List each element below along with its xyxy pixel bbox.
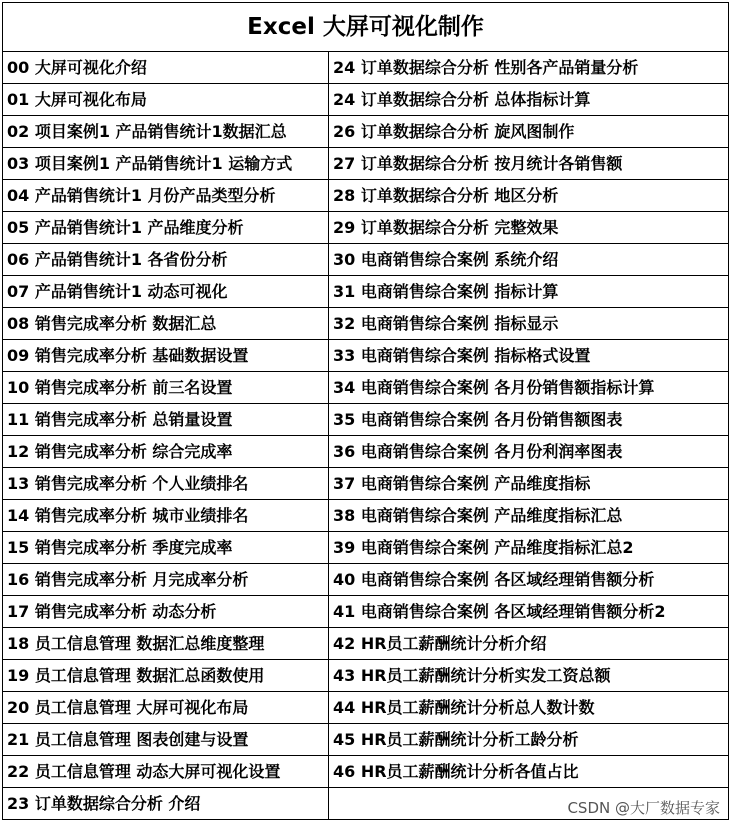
left-lesson-cell: 16 销售完成率分析 月完成率分析: [3, 564, 329, 596]
right-lesson-cell: 28 订单数据综合分析 地区分析: [329, 180, 729, 212]
left-lesson-cell: 01 大屏可视化布局: [3, 84, 329, 116]
table-body: [3, 3, 729, 820]
left-lesson-cell: 22 员工信息管理 动态大屏可视化设置: [3, 756, 329, 788]
right-lesson-cell: 42 HR员工薪酬统计分析介绍: [329, 628, 729, 660]
table-row: [3, 628, 729, 660]
right-lesson-cell: 38 电商销售综合案例 产品维度指标汇总: [329, 500, 729, 532]
table-row: [3, 180, 729, 212]
left-lesson-cell: 04 产品销售统计1 月份产品类型分析: [3, 180, 329, 212]
right-lesson-cell: 40 电商销售综合案例 各区域经理销售额分析: [329, 564, 729, 596]
left-lesson-cell: 00 大屏可视化介绍: [3, 52, 329, 84]
table-row: [3, 468, 729, 500]
left-lesson-cell: 07 产品销售统计1 动态可视化: [3, 276, 329, 308]
course-index-table: [2, 2, 729, 820]
left-lesson-cell: 13 销售完成率分析 个人业绩排名: [3, 468, 329, 500]
table-row: [3, 148, 729, 180]
right-lesson-cell: 44 HR员工薪酬统计分析总人数计数: [329, 692, 729, 724]
table-row: [3, 660, 729, 692]
table-title: Excel 大屏可视化制作: [3, 3, 729, 52]
right-lesson-cell: 30 电商销售综合案例 系统介绍: [329, 244, 729, 276]
left-lesson-cell: 23 订单数据综合分析 介绍: [3, 788, 329, 820]
right-lesson-cell: 39 电商销售综合案例 产品维度指标汇总2: [329, 532, 729, 564]
table-row: [3, 244, 729, 276]
left-lesson-cell: 14 销售完成率分析 城市业绩排名: [3, 500, 329, 532]
left-lesson-cell: 18 员工信息管理 数据汇总维度整理: [3, 628, 329, 660]
right-lesson-cell: 35 电商销售综合案例 各月份销售额图表: [329, 404, 729, 436]
table-row: [3, 500, 729, 532]
table-row: [3, 340, 729, 372]
right-lesson-cell: 33 电商销售综合案例 指标格式设置: [329, 340, 729, 372]
right-lesson-cell: 36 电商销售综合案例 各月份利润率图表: [329, 436, 729, 468]
left-lesson-cell: 12 销售完成率分析 综合完成率: [3, 436, 329, 468]
left-lesson-cell: 21 员工信息管理 图表创建与设置: [3, 724, 329, 756]
right-lesson-cell: 26 订单数据综合分析 旋风图制作: [329, 116, 729, 148]
table-row: [3, 532, 729, 564]
right-lesson-cell: 31 电商销售综合案例 指标计算: [329, 276, 729, 308]
right-lesson-cell: 34 电商销售综合案例 各月份销售额指标计算: [329, 372, 729, 404]
right-lesson-cell: 43 HR员工薪酬统计分析实发工资总额: [329, 660, 729, 692]
table-row: [3, 372, 729, 404]
right-lesson-cell: 41 电商销售综合案例 各区域经理销售额分析2: [329, 596, 729, 628]
right-lesson-cell: 46 HR员工薪酬统计分析各值占比: [329, 756, 729, 788]
right-lesson-cell: 37 电商销售综合案例 产品维度指标: [329, 468, 729, 500]
table-row: [3, 564, 729, 596]
left-lesson-cell: 06 产品销售统计1 各省份分析: [3, 244, 329, 276]
table-row: [3, 404, 729, 436]
title-row: [3, 3, 729, 52]
table-row: [3, 436, 729, 468]
table-row: [3, 724, 729, 756]
table-row: [3, 212, 729, 244]
table-row: [3, 692, 729, 724]
table-row: [3, 84, 729, 116]
left-lesson-cell: 09 销售完成率分析 基础数据设置: [3, 340, 329, 372]
right-lesson-cell: 27 订单数据综合分析 按月统计各销售额: [329, 148, 729, 180]
right-lesson-cell: 32 电商销售综合案例 指标显示: [329, 308, 729, 340]
left-lesson-cell: 11 销售完成率分析 总销量设置: [3, 404, 329, 436]
left-lesson-cell: 08 销售完成率分析 数据汇总: [3, 308, 329, 340]
left-lesson-cell: 02 项目案例1 产品销售统计1数据汇总: [3, 116, 329, 148]
left-lesson-cell: 15 销售完成率分析 季度完成率: [3, 532, 329, 564]
left-lesson-cell: 03 项目案例1 产品销售统计1 运输方式: [3, 148, 329, 180]
right-lesson-cell: 45 HR员工薪酬统计分析工龄分析: [329, 724, 729, 756]
left-lesson-cell: 10 销售完成率分析 前三名设置: [3, 372, 329, 404]
left-lesson-cell: 05 产品销售统计1 产品维度分析: [3, 212, 329, 244]
left-lesson-cell: 20 员工信息管理 大屏可视化布局: [3, 692, 329, 724]
right-lesson-cell: 29 订单数据综合分析 完整效果: [329, 212, 729, 244]
table-row: [3, 52, 729, 84]
csdn-watermark: CSDN @大厂数据专家: [567, 799, 720, 817]
table-row: [3, 756, 729, 788]
right-lesson-cell: 24 订单数据综合分析 总体指标计算: [329, 84, 729, 116]
table-row: [3, 276, 729, 308]
table-row: [3, 308, 729, 340]
left-lesson-cell: 19 员工信息管理 数据汇总函数使用: [3, 660, 329, 692]
table-row: [3, 596, 729, 628]
right-lesson-cell: 24 订单数据综合分析 性别各产品销量分析: [329, 52, 729, 84]
table-row: [3, 116, 729, 148]
left-lesson-cell: 17 销售完成率分析 动态分析: [3, 596, 329, 628]
